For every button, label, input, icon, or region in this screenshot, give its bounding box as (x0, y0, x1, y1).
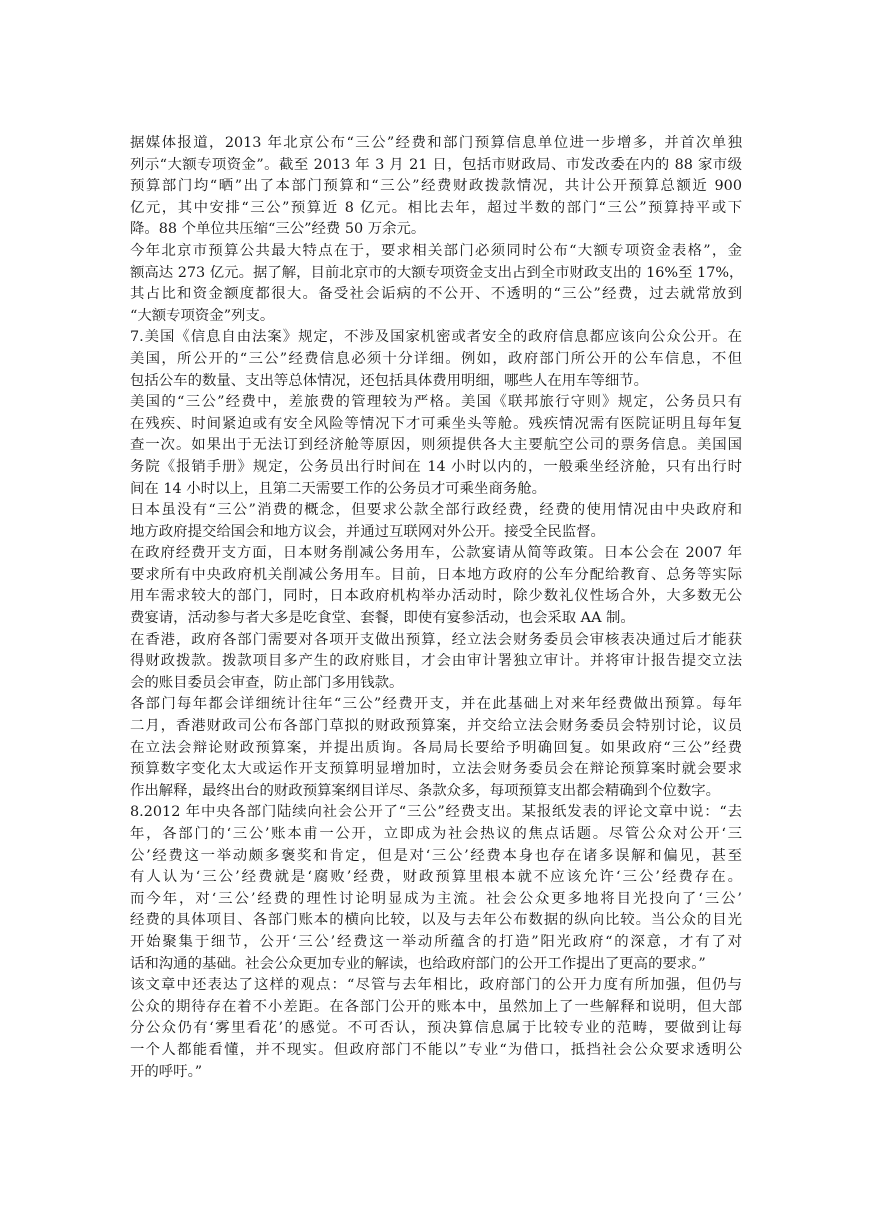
text-line: 间在 14 小时以上，且第二天需要工作的公务员才可乘坐商务舱。 (130, 480, 547, 497)
paragraph-us-foia (130, 327, 742, 392)
paragraph-hongkong-budget (130, 630, 742, 695)
text-line: 日本虽没有“三公”消费的概念，但要求公款全部行政经费，经费的使用情况由中央政府和 (130, 502, 742, 519)
text-line: 7.美国《信息自由法案》规定，不涉及国家机密或者安全的政府信息都应该向公众公开。在 (130, 329, 742, 346)
text-line: 经费的具体项目、各部门账本的横向比较，以及与去年公布数据的纵向比较。当公众的目光 (130, 912, 742, 929)
text-line: 务院《报销手册》规定，公务员出行时间在 14 小时以内的，一般乘坐经济舱，只有出行时 (130, 458, 742, 475)
text-line: 地方政府提交给国会和地方议会，并通过互联网对外公开。接受全民监督。 (130, 523, 605, 540)
text-line: 在政府经费开支方面，日本财务削减公务用车，公款宴请从简等政策。日本公会在 2007 年 (130, 545, 742, 562)
text-line: 在香港，政府各部门需要对各项开支做出预算，经立法会财务委员会审核表决通过后才能获 (130, 631, 742, 648)
document-body (130, 133, 742, 1083)
text-line: 有人认为‘三公’经费就是‘腐败’经费，财政预算里根本就不应该允许‘三公’经费存在。 (130, 869, 742, 886)
text-line: 额高达 273 亿元。据了解，目前北京市的大额专项资金支出占到全市财政支出的 16%至 17%， (130, 264, 744, 281)
text-line: 在残疾、时间紧迫或有安全风险等情况下才可乘坐头等舱。残疾情况需有医院证明且每年复 (130, 415, 742, 432)
text-line: 包括公车的数量、支出等总体情况，还包括具体费用明细，哪些人在用车等细节。 (130, 372, 649, 389)
text-line: 美国，所公开的“三公”经费信息必须十分详细。例如，政府部门所公开的公车信息，不但 (130, 350, 742, 367)
text-line: 查一次。如果出于无法订到经济舱等原因，则须提供各大主要航空公司的票务信息。美国国 (130, 437, 742, 454)
text-line: 今年北京市预算公共最大特点在于，要求相关部门必须同时公布“大额专项资金表格”，金 (130, 242, 742, 259)
text-line: 开的呼吁。” (130, 1063, 203, 1080)
text-line: 会的账目委员会审查，防止部门多用钱款。 (130, 674, 404, 691)
text-line: 用车需求较大的部门，同时，日本政府机构举办活动时，除少数礼仪性场合外，大多数无公 (130, 588, 742, 605)
text-line: 在立法会辩论财政预算案，并提出质询。各局局长要给予明确回复。如果政府“三公”经费 (130, 739, 742, 756)
text-line: 据媒体报道，2013 年北京公布“三公”经费和部门预算信息单位进一步增多，并首次单独 (130, 135, 742, 151)
text-line: 一个人都能看懂，并不现实。但政府部门不能以”专业“为借口，抵挡社会公众要求透明公 (130, 1041, 742, 1058)
text-line: 该文章中还表达了这样的观点：“尽管与去年相比，政府部门的公开力度有所加强，但仍与 (130, 977, 742, 994)
text-line: 预算数字变化太大或运作开支预算明显增加时，立法会财务委员会在辩论预算案时就会要求 (130, 761, 742, 778)
text-line: 列示“大额专项资金”。截至 2013 年 3 月 21 日，包括市财政局、市发改委在内的 88 家市级 (130, 156, 742, 173)
text-line: 话和沟通的基础。社会公众更加专业的解读，也给政府部门的公开工作提出了更高的要求。” (130, 955, 706, 972)
text-line: 美国的“三公”经费中，差旅费的管理较为严格。美国《联邦旅行守则》规定，公务员只有 (130, 394, 742, 411)
text-line: 年，各部门的‘三公’账本甫一公开，立即成为社会热议的焦点话题。尽管公众对公开‘三 (130, 826, 742, 842)
text-line: 其占比和资金额度都很大。备受社会诟病的不公开、不透明的“三公”经费，过去就常放到 (130, 286, 742, 303)
text-line: 开始聚集于细节，公开‘三公’经费这一举动所蕴含的打造”阳光政府“的深意，才有了对 (130, 933, 742, 950)
text-line: 分公众仍有‘雾里看花’的感觉。不可否认，预决算信息属于比较专业的范畴，要做到让每 (130, 1020, 742, 1037)
text-line: 费宴请，活动参与者大多是吃食堂、套餐，即使有宴参活动，也会采取 AA 制。 (130, 610, 635, 627)
text-line: 8.2012 年中央各部门陆续向社会公开了“三公”经费支出。某报纸发表的评论文章中说：“去 (130, 804, 742, 821)
text-line: 各部门每年都会详细统计往年“三公”经费开支，并在此基础上对来年经费做出预算。每年 (130, 696, 742, 713)
text-line: 要求所有中央政府机关削减公务用车。目前，日本地方政府的公车分配给教育、总务等实际 (130, 566, 742, 583)
paragraph-special-funds (130, 241, 742, 327)
paragraph-2012-disclosure (130, 802, 742, 975)
paragraph-article-viewpoint (130, 975, 742, 1083)
text-line: 而今年，对‘三公’经费的理性讨论明显成为主流。社会公众更多地将目光投向了‘三公’ (130, 890, 742, 907)
text-line: 公众的期待存在着不小差距。在各部门公开的账本中，虽然加上了一些解释和说明，但大部 (130, 998, 742, 1015)
text-line: 公’经费这一举动颇多褒奖和肯定，但是对‘三公’经费本身也存在诸多误解和偏见，甚至 (130, 847, 742, 864)
paragraph-us-travel (130, 392, 742, 500)
paragraph-beijing-budget (130, 133, 742, 241)
text-line: 亿元，其中安排“三公”预算近 8 亿元。相比去年，超过半数的部门“三公”预算持平或下 (130, 199, 742, 216)
text-line: 二月，香港财政司公布各部门草拟的财政预算案，并交给立法会财务委员会特别讨论，议员 (130, 718, 742, 735)
paragraph-hongkong-process (130, 694, 742, 802)
text-line: “大额专项资金”列支。 (130, 307, 275, 324)
text-line: 预算部门均“晒”出了本部门预算和“三公”经费财政拨款情况，共计公开预算总额近 900 (130, 178, 742, 195)
text-line: 作出解释，最终出台的财政预算案纲目详尽、条款众多，每项预算支出都会精确到个位数字。 (130, 782, 721, 799)
text-line: 降。88 个单位共压缩“三公”经费 50 万余元。 (130, 221, 426, 238)
text-line: 得财政拨款。拨款项目多产生的政府账目，才会由审计署独立审计。并将审计报告提交立法 (130, 653, 742, 670)
paragraph-japan-overview (130, 500, 742, 543)
paragraph-japan-spending (130, 543, 742, 629)
